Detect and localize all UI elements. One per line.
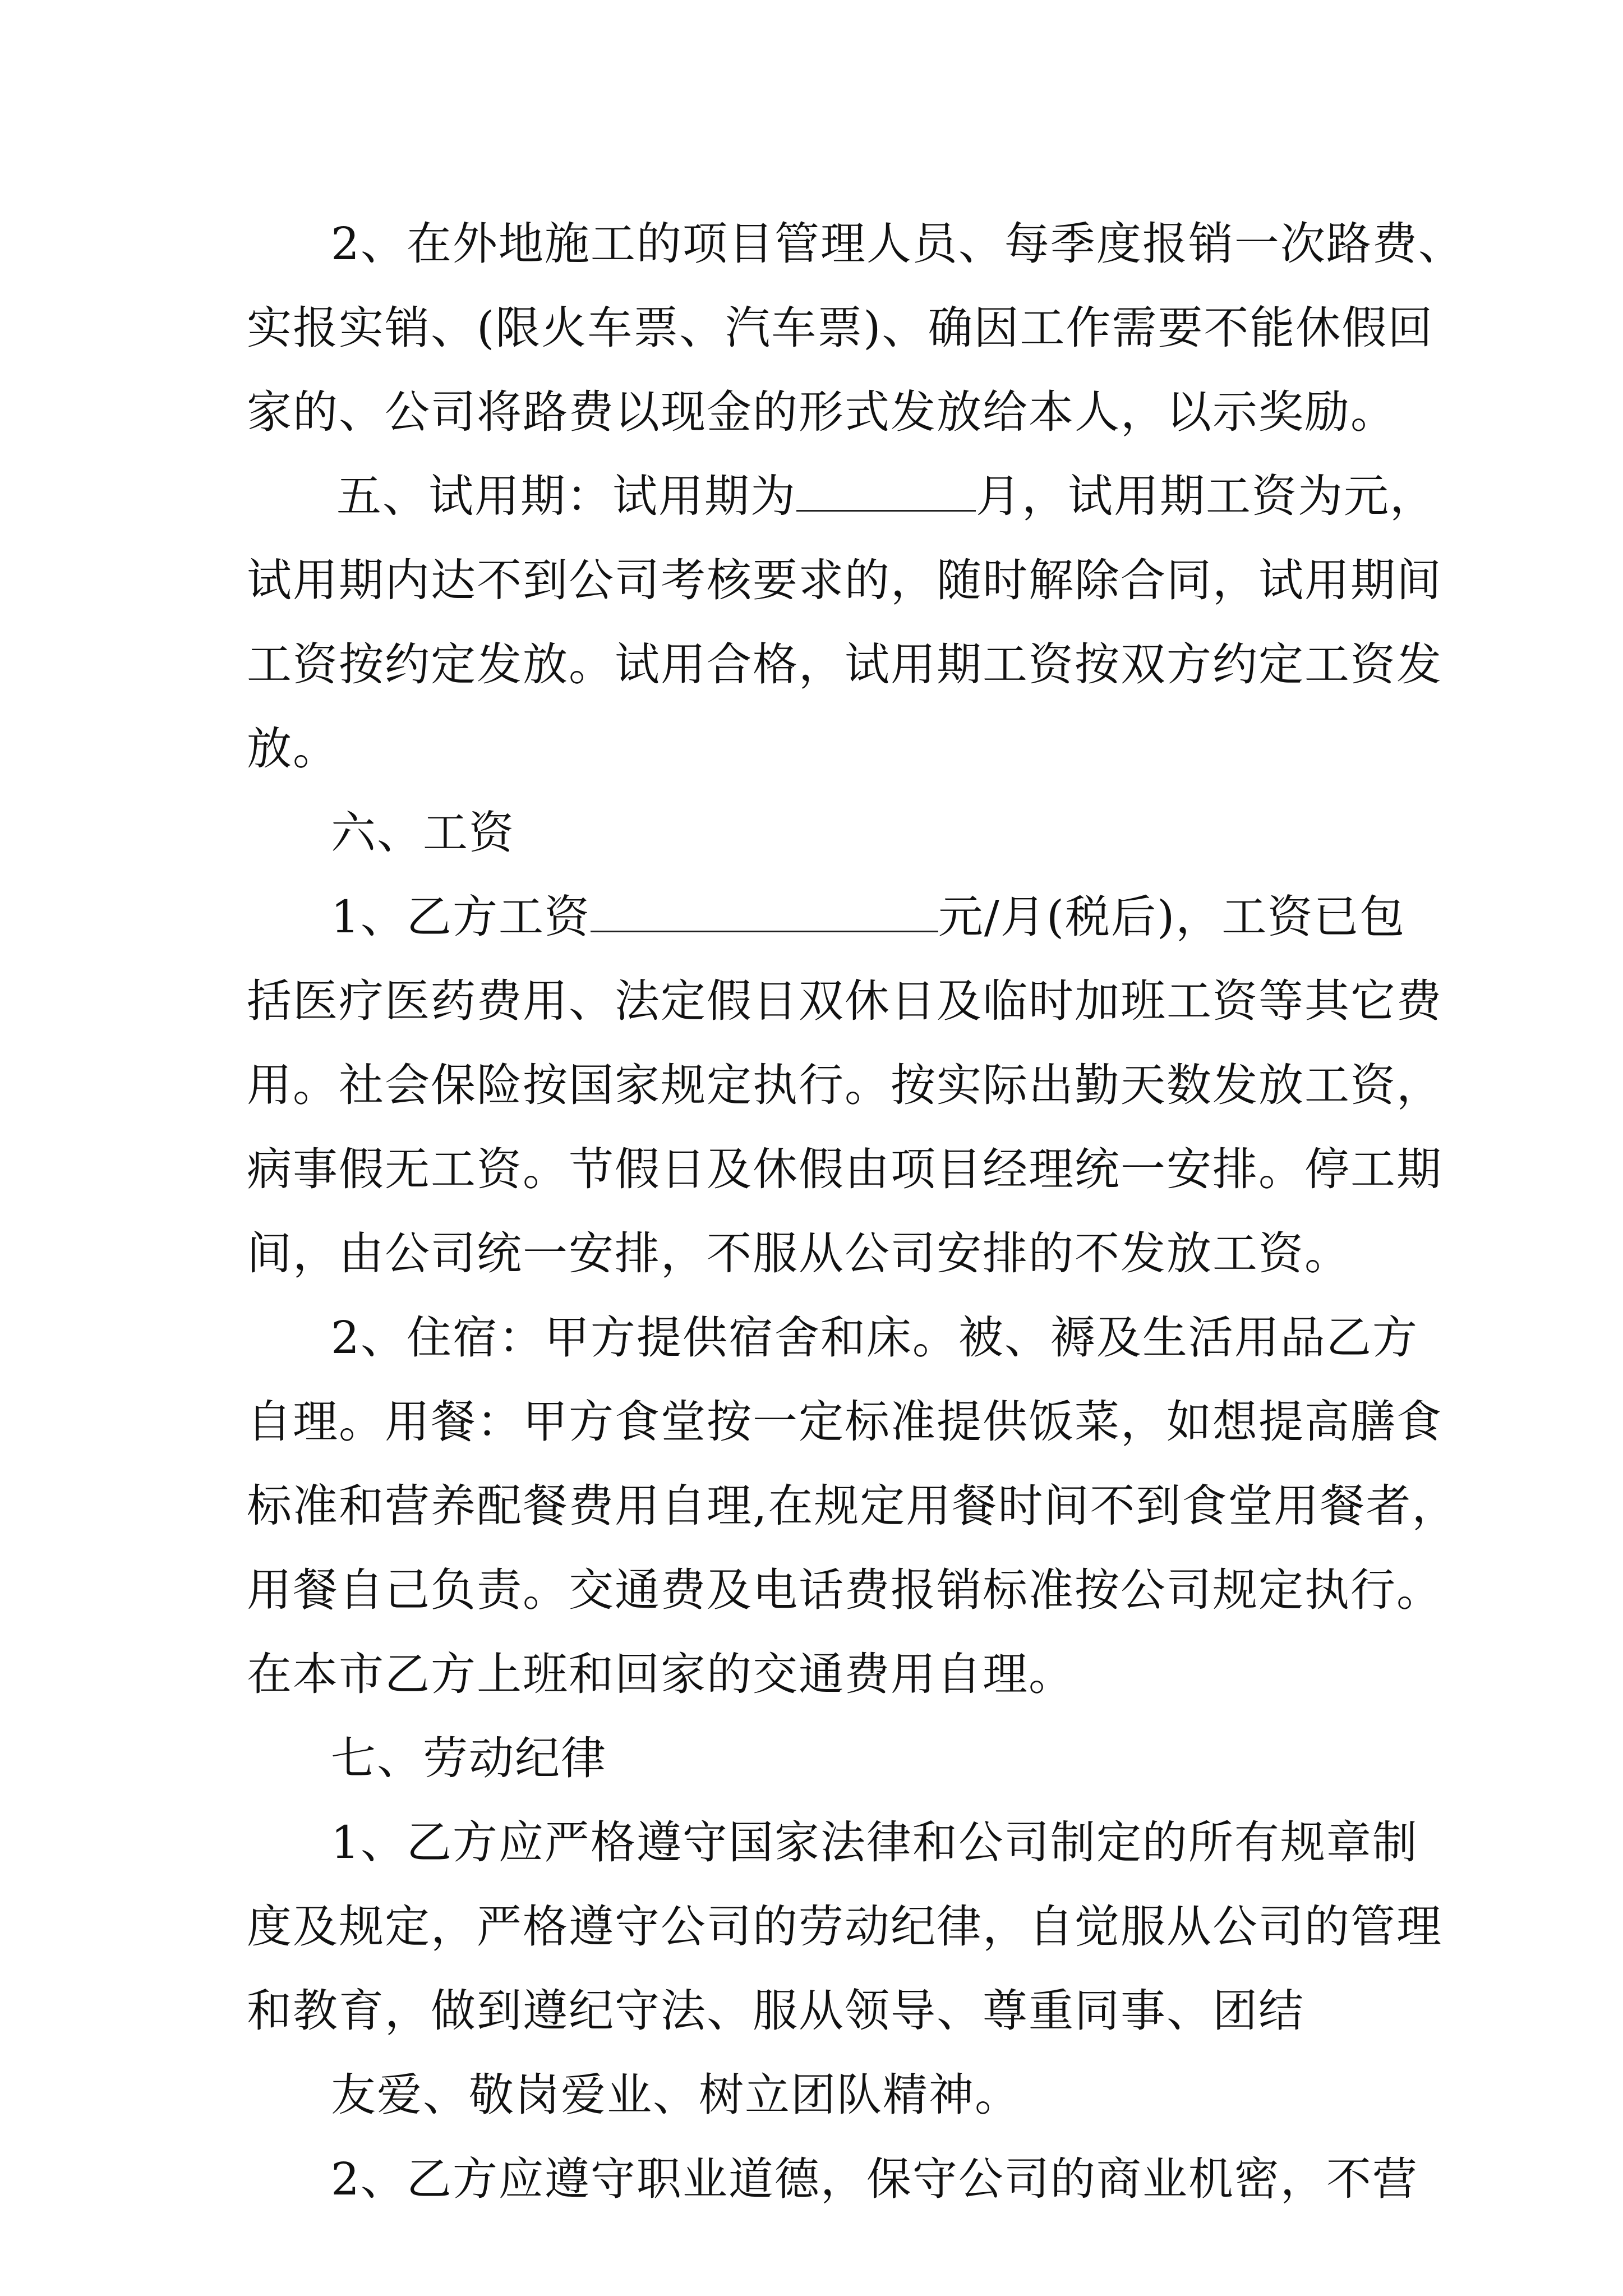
text-line: 放。 [247,723,339,775]
trial-period-line [336,468,1509,524]
fill-in-blank [591,891,938,932]
text-line: 括医疗医药费用、法定假日双休日及临时加班工资等其它费 [247,975,1442,1027]
text-line: 用。社会保险按国家规定执行。按实际出勤天数发放工资， [247,1059,1442,1111]
text-line: 试用期内达不到公司考核要求的，随时解除合同，试用期间 [247,554,1442,606]
text-line: 2、在外地施工的项目管理人员、每季度报销一次路费、 [331,218,1464,270]
text-line: 用餐自己负责。交通费及电话费报销标准按公司规定执行。 [247,1564,1442,1616]
wage-line [331,889,1503,945]
section-heading: 六、工资 [331,807,515,859]
text-segment: 元/月(税后)，工资已包 [938,891,1406,943]
text-line: 度及规定，严格遵守公司的劳动纪律，自觉服从公司的管理 [247,1901,1442,1953]
text-line: 1、乙方应严格遵守国家法律和公司制定的所有规章制 [331,1816,1418,1869]
text-line: 在本市乙方上班和回家的交通费用自理。 [247,1648,1075,1700]
text-line: 间，由公司统一安排，不服从公司安排的不发放工资。 [247,1227,1350,1280]
text-line: 工资按约定发放。试用合格，试用期工资按双方约定工资发 [247,638,1442,691]
text-line: 2、住宿：甲方提供宿舍和床。被、褥及生活用品乙方 [331,1312,1418,1364]
text-line: 标准和营养配餐费用自理,在规定用餐时间不到食堂用餐者， [247,1480,1458,1532]
fill-in-blank [796,471,976,512]
text-line: 友爱、敬岗爱业、树立团队精神。 [331,2069,1021,2121]
text-segment: 月，试用期工资为元， [976,470,1436,522]
text-line: 实报实销、(限火车票、汽车票)、确因工作需要不能休假回 [247,302,1434,354]
text-line: 家的、公司将路费以现金的形式发放给本人，以示奖励。 [247,386,1396,438]
text-line: 病事假无工资。节假日及休假由项目经理统一安排。停工期 [247,1143,1442,1195]
text-line: 2、乙方应遵守职业道德，保守公司的商业机密，不营 [331,2153,1418,2205]
text-line: 自理。用餐：甲方食堂按一定标准提供饭菜，如想提高膳食 [247,1396,1442,1448]
text-segment: 1、乙方工资 [331,891,591,943]
section-heading: 七、劳动纪律 [331,1732,607,1784]
text-line: 和教育，做到遵纪守法、服从领导、尊重同事、团结 [247,1985,1304,2037]
text-segment: 五、试用期：试用期为 [336,470,796,522]
